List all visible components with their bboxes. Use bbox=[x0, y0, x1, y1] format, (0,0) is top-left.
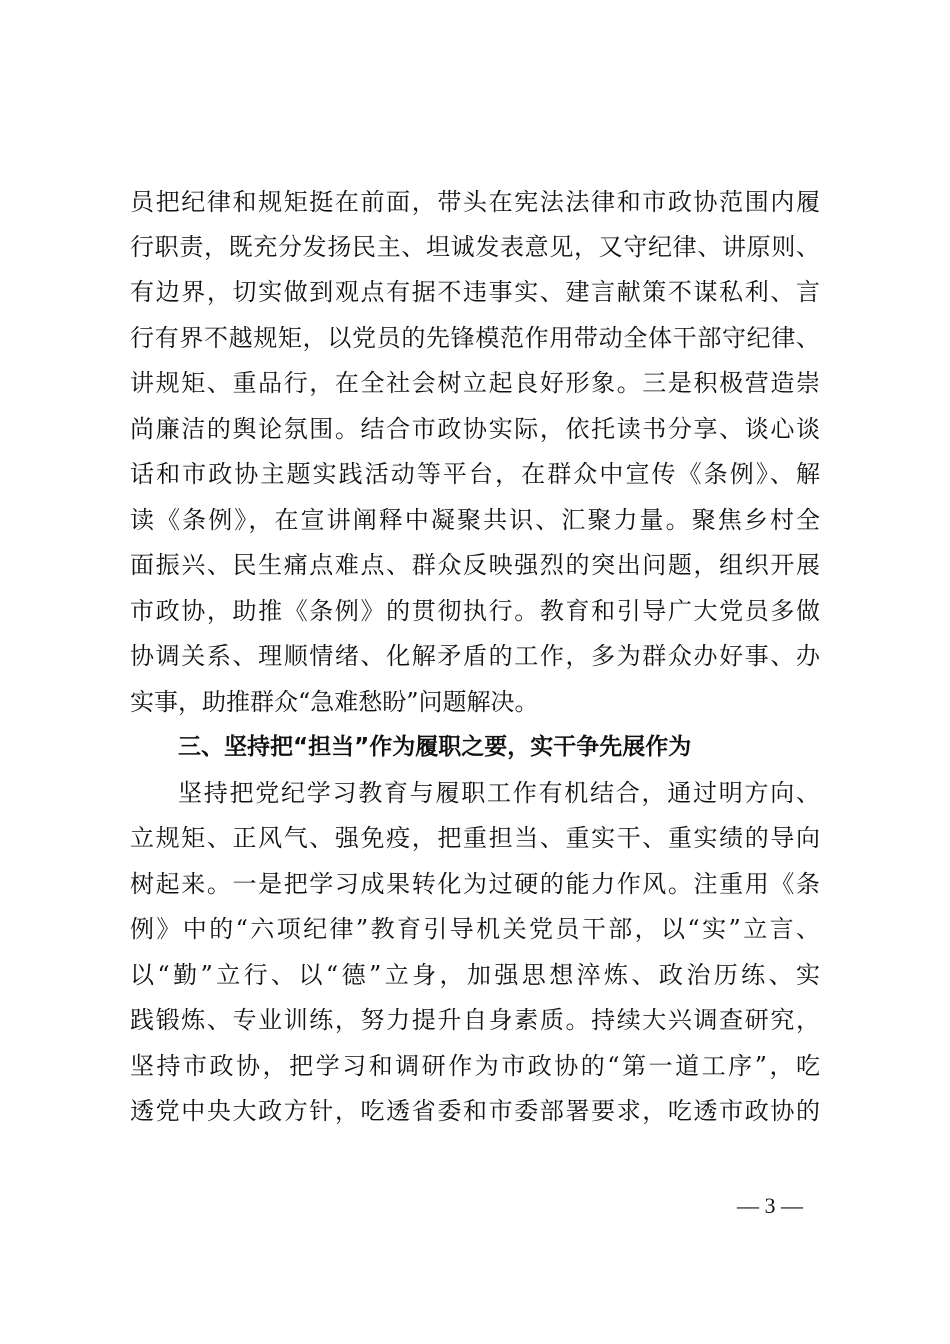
text-line: 尚廉洁的舆论氛围。结合市政协实际，依托读书分享、谈心谈 bbox=[130, 415, 820, 443]
text-line: 例》中的“六项纪律”教育引导机关党员干部，以“实”立言、 bbox=[130, 915, 820, 943]
text-line: 市政协，助推《条例》的贯彻执行。教育和引导广大党员多做 bbox=[130, 597, 820, 625]
text-line: 行有界不越规矩，以党员的先锋模范作用带动全体干部守纪律、 bbox=[130, 324, 820, 352]
text-line: 立规矩、正风气、强免疫，把重担当、重实干、重实绩的导向 bbox=[130, 824, 820, 852]
text-line: 坚持市政协，把学习和调研作为市政协的“第一道工序”，吃 bbox=[130, 1052, 820, 1080]
page-number: — 3 — bbox=[737, 1193, 803, 1218]
text-line: 透党中央大政方针，吃透省委和市委部署要求，吃透市政协的 bbox=[130, 1097, 820, 1125]
text-line: 实事，助推群众“急难愁盼”问题解决。 bbox=[130, 688, 539, 716]
text-line: 坚持把党纪学习教育与履职工作有机结合，通过明方向、 bbox=[178, 779, 820, 807]
text-line: 行职责，既充分发扬民主、坦诚发表意见，又守纪律、讲原则、 bbox=[130, 233, 820, 261]
text-line: 践锻炼、专业训练，努力提升自身素质。持续大兴调查研究， bbox=[130, 1006, 820, 1034]
text-line: 协调关系、理顺情绪、化解矛盾的工作，多为群众办好事、办 bbox=[130, 642, 820, 670]
text-line: 以“勤”立行、以“德”立身，加强思想淬炼、政治历练、实 bbox=[130, 961, 820, 989]
text-line: 讲规矩、重品行，在全社会树立起良好形象。三是积极营造崇 bbox=[130, 369, 820, 397]
text-line: 读《条例》，在宣讲阐释中凝聚共识、汇聚力量。聚焦乡村全 bbox=[130, 506, 820, 534]
text-line: 树起来。一是把学习成果转化为过硬的能力作风。注重用《条 bbox=[130, 870, 820, 898]
text-line: 面振兴、民生痛点难点、群众反映强烈的突出问题，组织开展 bbox=[130, 551, 820, 579]
text-line: 员把纪律和规矩挺在前面，带头在宪法法律和市政协范围内履 bbox=[130, 188, 820, 216]
text-line: 话和市政协主题实践活动等平台，在群众中宣传《条例》、解 bbox=[130, 460, 820, 488]
text-line: 有边界，切实做到观点有据不违事实、建言献策不谋私利、言 bbox=[130, 278, 820, 306]
section-heading: 三、坚持把“担当”作为履职之要，实干争先展作为 bbox=[178, 734, 692, 760]
